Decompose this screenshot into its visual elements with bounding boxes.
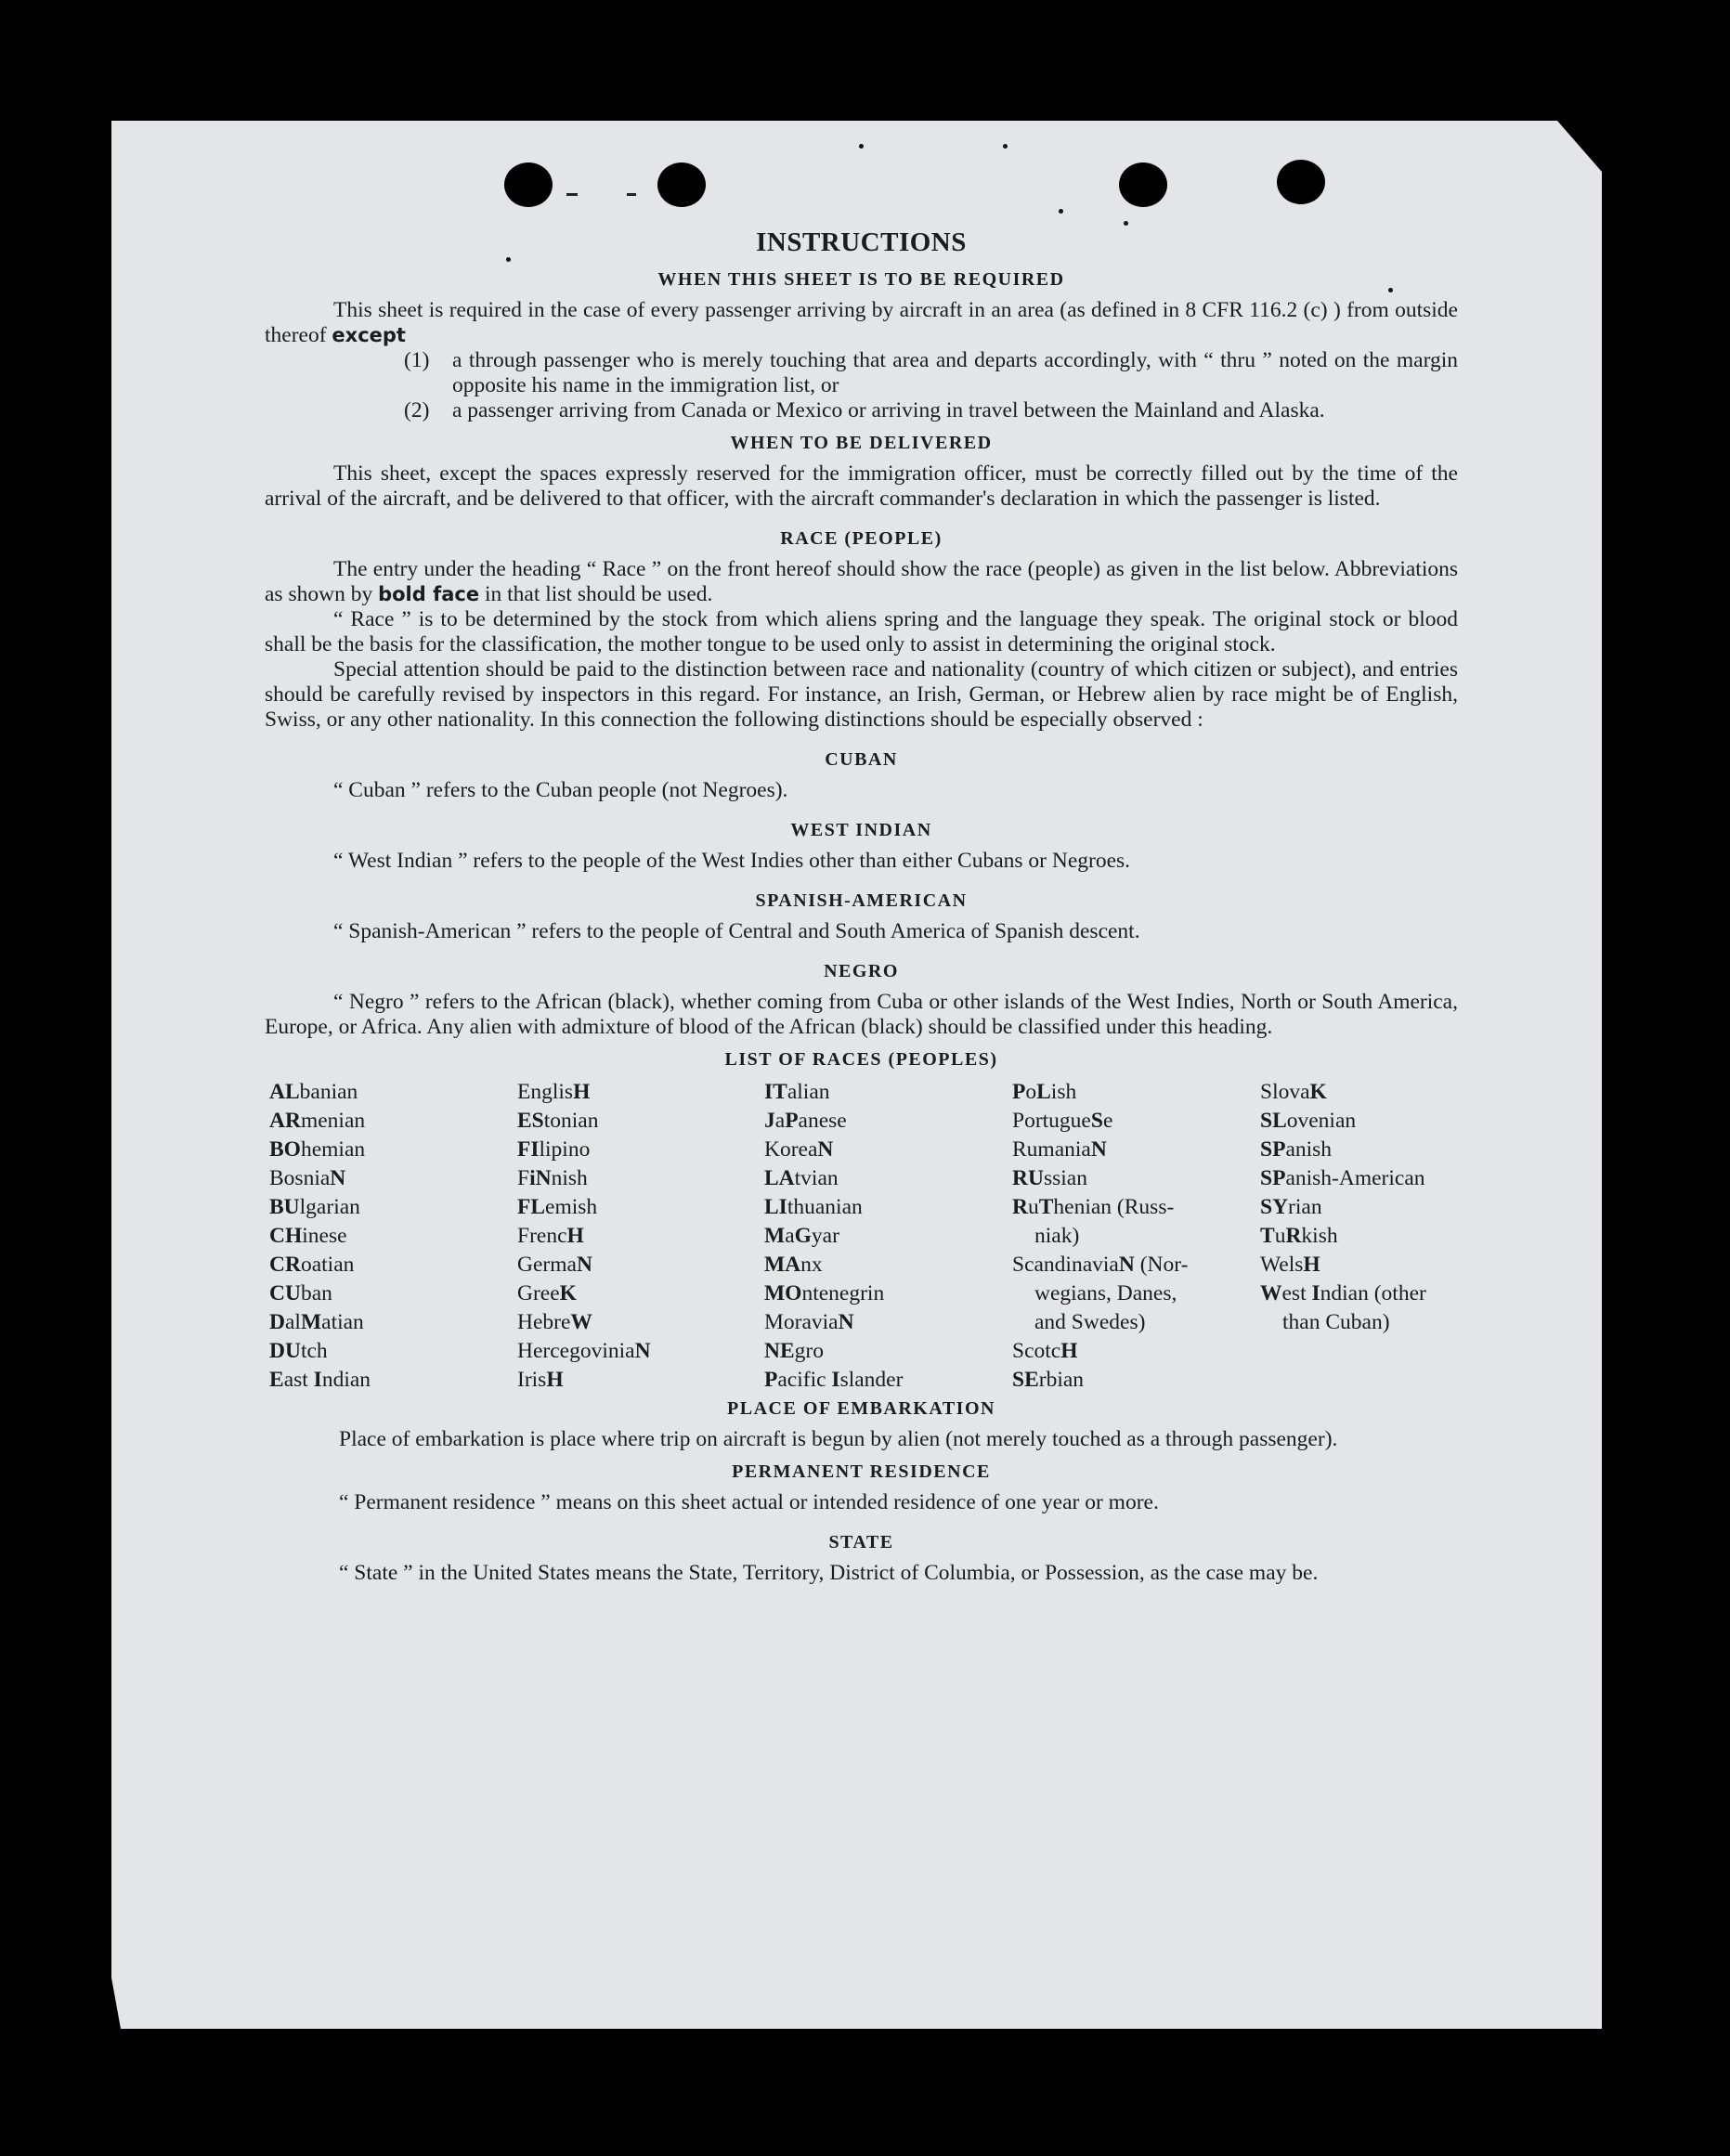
race-text: thuanian <box>787 1195 863 1219</box>
race-text: atian <box>321 1310 364 1334</box>
race-text: tch <box>300 1339 328 1363</box>
race-text: ban <box>300 1281 332 1305</box>
race-abbreviation: AR <box>269 1109 301 1133</box>
race-text: Portugue <box>1012 1109 1091 1133</box>
race-abbreviation: N <box>1090 1137 1107 1162</box>
race-column <box>1260 1078 1426 1337</box>
punch-hole <box>504 162 553 207</box>
race-column <box>269 1078 371 1395</box>
race-entry <box>1012 1078 1188 1107</box>
scan-speck <box>1059 209 1063 214</box>
race-entry <box>517 1251 651 1279</box>
scan-speck <box>1003 144 1008 149</box>
paragraph-embarkation: Place of embarkation is place where trip on aircraft is begun by alien (not merely touched as a through passenger). <box>339 1427 1338 1451</box>
race-text: hemian <box>300 1137 366 1162</box>
race-text: ast <box>283 1368 314 1392</box>
race-entry <box>517 1279 651 1308</box>
race-abbreviation: L <box>1036 1080 1051 1104</box>
item-text: a through passenger who is merely touching that area and departs accordingly, with “ thru ” noted on the margin opposite his name in the immigration list, or <box>452 348 1458 397</box>
race-abbreviation: CR <box>269 1253 301 1277</box>
race-entry <box>1260 1251 1426 1279</box>
punch-hole <box>657 162 706 207</box>
race-text: Hebre <box>517 1310 571 1334</box>
bold-text: bold face <box>378 583 480 605</box>
race-entry <box>517 1222 651 1251</box>
race-text: Englis <box>517 1080 574 1104</box>
race-text: ndian (other <box>1320 1281 1426 1305</box>
race-text: F <box>517 1166 530 1190</box>
race-entry <box>1012 1107 1188 1136</box>
scan-mark <box>566 193 578 196</box>
paragraph-spanish-american: “ Spanish-American ” refers to the people of Central and South America of Spanish descent. <box>333 919 1140 943</box>
race-text: ntenegrin <box>801 1281 885 1305</box>
paragraph-state: “ State ” in the United States means the State, Territory, District of Columbia, or Possession, as the case may be. <box>339 1561 1319 1585</box>
section-heading-negro: NEGRO <box>824 961 899 981</box>
section-heading-race: RACE (PEOPLE) <box>780 528 943 549</box>
race-abbreviation: H <box>546 1368 564 1392</box>
race-text: tonian <box>543 1109 599 1133</box>
race-abbreviation: E <box>269 1368 284 1392</box>
race-text: slander <box>839 1368 904 1392</box>
race-text: nish <box>551 1166 588 1190</box>
race-entry <box>1012 1366 1188 1395</box>
race-column <box>764 1078 903 1395</box>
paragraph-race-3: Special attention should be paid to the distinction between race and nationality (country of which citizen or subject), and entries should be carefully revised by inspectors in this regard. For instance, an Irish, German, or Hebrew alien by race might be of English, Swiss, or any other nationality. In this connection the following distinctions should be especially observed : <box>265 657 1458 732</box>
race-entry <box>764 1193 903 1222</box>
race-entry <box>269 1366 371 1395</box>
race-text: est <box>1281 1281 1312 1305</box>
race-entry <box>1260 1222 1426 1251</box>
punch-hole <box>1277 160 1325 204</box>
race-entry <box>1260 1279 1426 1308</box>
race-text: menian <box>300 1109 366 1133</box>
race-entry <box>1012 1308 1188 1337</box>
race-text: lipino <box>539 1137 591 1162</box>
race-column <box>517 1078 651 1395</box>
race-entry <box>1260 1164 1426 1193</box>
paragraph-text: in that list should be used. <box>484 582 713 606</box>
race-abbreviation: K <box>559 1281 577 1305</box>
race-text: rian <box>1288 1195 1322 1219</box>
race-entry <box>517 1193 651 1222</box>
race-text: rbian <box>1038 1368 1085 1392</box>
race-text: Iris <box>517 1368 547 1392</box>
race-abbreviation: N <box>634 1339 651 1363</box>
race-text: a <box>785 1224 795 1248</box>
race-text: henian (Russ- <box>1053 1195 1175 1219</box>
race-entry <box>1260 1078 1426 1107</box>
race-abbreviation: H <box>573 1080 591 1104</box>
race-entry <box>1012 1136 1188 1164</box>
item-number: (2) <box>404 398 430 422</box>
race-abbreviation: N <box>1118 1253 1135 1277</box>
race-entry <box>1012 1279 1188 1308</box>
race-text: Rumania <box>1012 1137 1091 1162</box>
race-abbreviation: G <box>794 1224 812 1248</box>
race-text: Wels <box>1260 1253 1304 1277</box>
race-abbreviation: H <box>1060 1339 1078 1363</box>
race-entry <box>269 1251 371 1279</box>
race-abbreviation: MA <box>764 1253 801 1277</box>
race-entry <box>764 1308 903 1337</box>
race-abbreviation: AL <box>269 1080 300 1104</box>
race-abbreviation: ES <box>517 1109 544 1133</box>
race-text: inese <box>302 1224 347 1248</box>
race-entry <box>1260 1107 1426 1136</box>
page-title: INSTRUCTIONS <box>756 227 967 257</box>
race-abbreviation: P <box>785 1109 799 1133</box>
race-text: anish-American <box>1285 1166 1425 1190</box>
race-abbreviation: R <box>1285 1224 1302 1248</box>
section-heading-west-indian: WEST INDIAN <box>790 820 932 840</box>
race-abbreviation: IT <box>764 1080 787 1104</box>
race-abbreviation: BU <box>269 1195 300 1219</box>
race-text: (Nor- <box>1134 1253 1189 1277</box>
race-text: Bosnia <box>269 1166 331 1190</box>
race-abbreviation: I <box>831 1368 840 1392</box>
race-entry <box>269 1193 371 1222</box>
race-abbreviation: DU <box>269 1339 301 1363</box>
race-entry <box>517 1337 651 1366</box>
race-abbreviation: M <box>764 1224 786 1248</box>
race-text: u <box>1027 1195 1039 1219</box>
paragraph-race-2: “ Race ” is to be determined by the stock from which aliens spring and the language they speak. The original stock or blood shall be the basis for the classification, the mother tongue to be used only to assist in determining the original stock. <box>265 607 1458 656</box>
race-text: acific <box>777 1368 832 1392</box>
race-text: gro <box>794 1339 824 1363</box>
race-text: Slova <box>1260 1080 1310 1104</box>
race-text: oatian <box>300 1253 355 1277</box>
scan-speck <box>1124 221 1128 226</box>
race-text: Korea <box>764 1137 818 1162</box>
race-text: Scotc <box>1012 1339 1061 1363</box>
race-text: e <box>1102 1109 1113 1133</box>
scan-speck <box>859 144 864 149</box>
race-abbreviation: iN <box>529 1166 552 1190</box>
item-number: (1) <box>404 348 430 372</box>
race-entry <box>269 1164 371 1193</box>
race-text: kish <box>1301 1224 1338 1248</box>
race-abbreviation: CU <box>269 1281 301 1305</box>
race-entry <box>269 1308 371 1337</box>
race-entry <box>517 1366 651 1395</box>
race-entry <box>1012 1251 1188 1279</box>
race-abbreviation: N <box>838 1310 854 1334</box>
race-entry <box>764 1366 903 1395</box>
paragraph-negro: “ Negro ” refers to the African (black), whether coming from Cuba or other islands of the West Indies, North or South America, Europe, or Africa. Any alien with admixture of blood of the African (black) should be classified under this heading. <box>265 990 1458 1039</box>
race-abbreviation: N <box>330 1166 346 1190</box>
race-abbreviation: LI <box>764 1195 787 1219</box>
race-abbreviation: S <box>1090 1109 1103 1133</box>
race-entry <box>269 1279 371 1308</box>
list-item-exception-2 <box>404 398 1458 423</box>
race-abbreviation: T <box>1260 1224 1275 1248</box>
race-text: o <box>1025 1080 1037 1104</box>
race-abbreviation: D <box>269 1310 285 1334</box>
race-abbreviation: FL <box>517 1195 546 1219</box>
race-text: ish <box>1050 1080 1077 1104</box>
race-text: emish <box>545 1195 598 1219</box>
race-entry <box>517 1308 651 1337</box>
race-abbreviation: N <box>817 1137 834 1162</box>
race-text: and Swedes) <box>1034 1310 1146 1334</box>
race-abbreviation: H <box>566 1224 584 1248</box>
race-abbreviation: I <box>1311 1281 1320 1305</box>
section-heading-state: STATE <box>828 1532 894 1552</box>
race-abbreviation: NE <box>764 1339 795 1363</box>
race-entry <box>1012 1193 1188 1222</box>
race-text: niak) <box>1034 1224 1080 1248</box>
race-abbreviation: K <box>1309 1080 1327 1104</box>
race-entry <box>764 1078 903 1107</box>
race-text: Frenc <box>517 1224 567 1248</box>
race-entry <box>517 1136 651 1164</box>
bold-text: except <box>332 324 406 346</box>
race-text: u <box>1274 1224 1286 1248</box>
list-item-exception-1 <box>404 348 1458 398</box>
paragraph-residence: “ Permanent residence ” means on this sheet actual or intended residence of one year or more. <box>339 1490 1159 1514</box>
section-heading-when-delivered: WHEN TO BE DELIVERED <box>730 433 993 453</box>
race-column <box>1012 1078 1188 1395</box>
race-abbreviation: R <box>1012 1195 1028 1219</box>
race-text: alian <box>787 1080 830 1104</box>
race-text: nx <box>800 1253 823 1277</box>
race-abbreviation: H <box>1303 1253 1320 1277</box>
race-text: ndian <box>321 1368 371 1392</box>
race-entry <box>269 1136 371 1164</box>
race-text: wegians, Danes, <box>1034 1281 1177 1305</box>
race-entry <box>269 1222 371 1251</box>
race-text: yar <box>811 1224 839 1248</box>
paragraph-when-delivered: This sheet, except the spaces expressly reserved for the immigration officer, must be correctly filled out by the time of the arrival of the aircraft, and be delivered to that officer, with the aircraft commander's declaration in which the passenger is listed. <box>265 461 1458 511</box>
race-entry <box>1260 1193 1426 1222</box>
race-abbreviation: P <box>764 1368 778 1392</box>
item-text: a passenger arriving from Canada or Mexico or arriving in travel between the Mainland and Alaska. <box>452 398 1325 422</box>
race-text: tvian <box>794 1166 839 1190</box>
race-abbreviation: SY <box>1260 1195 1289 1219</box>
race-entry <box>1012 1222 1188 1251</box>
race-entry <box>764 1337 903 1366</box>
paragraph-race-1 <box>265 557 1458 607</box>
race-abbreviation: SE <box>1012 1368 1039 1392</box>
race-entry <box>517 1078 651 1107</box>
race-text: a <box>774 1109 786 1133</box>
race-entry <box>269 1078 371 1107</box>
paragraph-cuban: “ Cuban ” refers to the Cuban people (not Negroes). <box>333 778 788 802</box>
race-text: ovenian <box>1286 1109 1357 1133</box>
race-abbreviation: I <box>313 1368 322 1392</box>
section-heading-residence: PERMANENT RESIDENCE <box>732 1461 991 1482</box>
punch-hole <box>1119 162 1167 207</box>
paragraph-when-required <box>265 298 1458 348</box>
race-abbreviation: SL <box>1260 1109 1287 1133</box>
race-text: Moravia <box>764 1310 839 1334</box>
race-entry <box>764 1251 903 1279</box>
race-entry <box>517 1107 651 1136</box>
race-entry <box>764 1222 903 1251</box>
paragraph-text: The entry under the heading “ Race ” on the front hereof should show the race (people) as given in the list below. Abbreviations as shown by <box>265 557 1458 606</box>
paragraph-text: This sheet is required in the case of every passenger arriving by aircraft in an area (as defined in 8 CFR 116.2 (c) ) from outside thereof <box>265 298 1458 347</box>
race-abbreviation: FI <box>517 1137 540 1162</box>
race-abbreviation: W <box>1260 1281 1282 1305</box>
race-text: anese <box>798 1109 847 1133</box>
race-entry <box>269 1337 371 1366</box>
race-entry <box>517 1164 651 1193</box>
race-text: Gree <box>517 1281 560 1305</box>
race-entry <box>269 1107 371 1136</box>
race-text: Germa <box>517 1253 577 1277</box>
race-list <box>265 1078 1458 1392</box>
race-abbreviation: P <box>1012 1080 1026 1104</box>
race-text: Scandinavia <box>1012 1253 1119 1277</box>
race-abbreviation: LA <box>764 1166 795 1190</box>
race-abbreviation: BO <box>269 1137 301 1162</box>
race-abbreviation: M <box>300 1310 322 1334</box>
race-abbreviation: J <box>764 1109 775 1133</box>
section-heading-when-required: WHEN THIS SHEET IS TO BE REQUIRED <box>657 269 1065 290</box>
race-entry <box>1012 1337 1188 1366</box>
race-text: banian <box>299 1080 358 1104</box>
race-abbreviation: SP <box>1260 1137 1286 1162</box>
race-text: anish <box>1285 1137 1333 1162</box>
race-entry <box>1260 1308 1426 1337</box>
scan-mark <box>627 193 636 196</box>
race-abbreviation: N <box>576 1253 592 1277</box>
race-text: Hercegovinia <box>517 1339 635 1363</box>
race-text: ssian <box>1043 1166 1087 1190</box>
section-heading-cuban: CUBAN <box>825 749 898 770</box>
race-abbreviation: CH <box>269 1224 303 1248</box>
race-entry <box>764 1164 903 1193</box>
race-text: al <box>284 1310 301 1334</box>
race-entry <box>1012 1164 1188 1193</box>
section-heading-list-of-races: LIST OF RACES (PEOPLES) <box>724 1049 998 1070</box>
section-heading-spanish-american: SPANISH-AMERICAN <box>755 890 968 911</box>
race-text: than Cuban) <box>1282 1310 1390 1334</box>
race-abbreviation: MO <box>764 1281 802 1305</box>
race-abbreviation: RU <box>1012 1166 1044 1190</box>
race-entry <box>764 1136 903 1164</box>
race-entry <box>764 1279 903 1308</box>
race-entry <box>1260 1136 1426 1164</box>
race-text: lgarian <box>299 1195 360 1219</box>
race-abbreviation: SP <box>1260 1166 1286 1190</box>
section-heading-embarkation: PLACE OF EMBARKATION <box>727 1398 995 1419</box>
paragraph-west-indian: “ West Indian ” refers to the people of the West Indies other than either Cubans or Negroes. <box>333 849 1131 873</box>
race-abbreviation: T <box>1038 1195 1054 1219</box>
race-abbreviation: W <box>570 1310 592 1334</box>
race-entry <box>764 1107 903 1136</box>
instructions-content <box>265 227 1458 1586</box>
